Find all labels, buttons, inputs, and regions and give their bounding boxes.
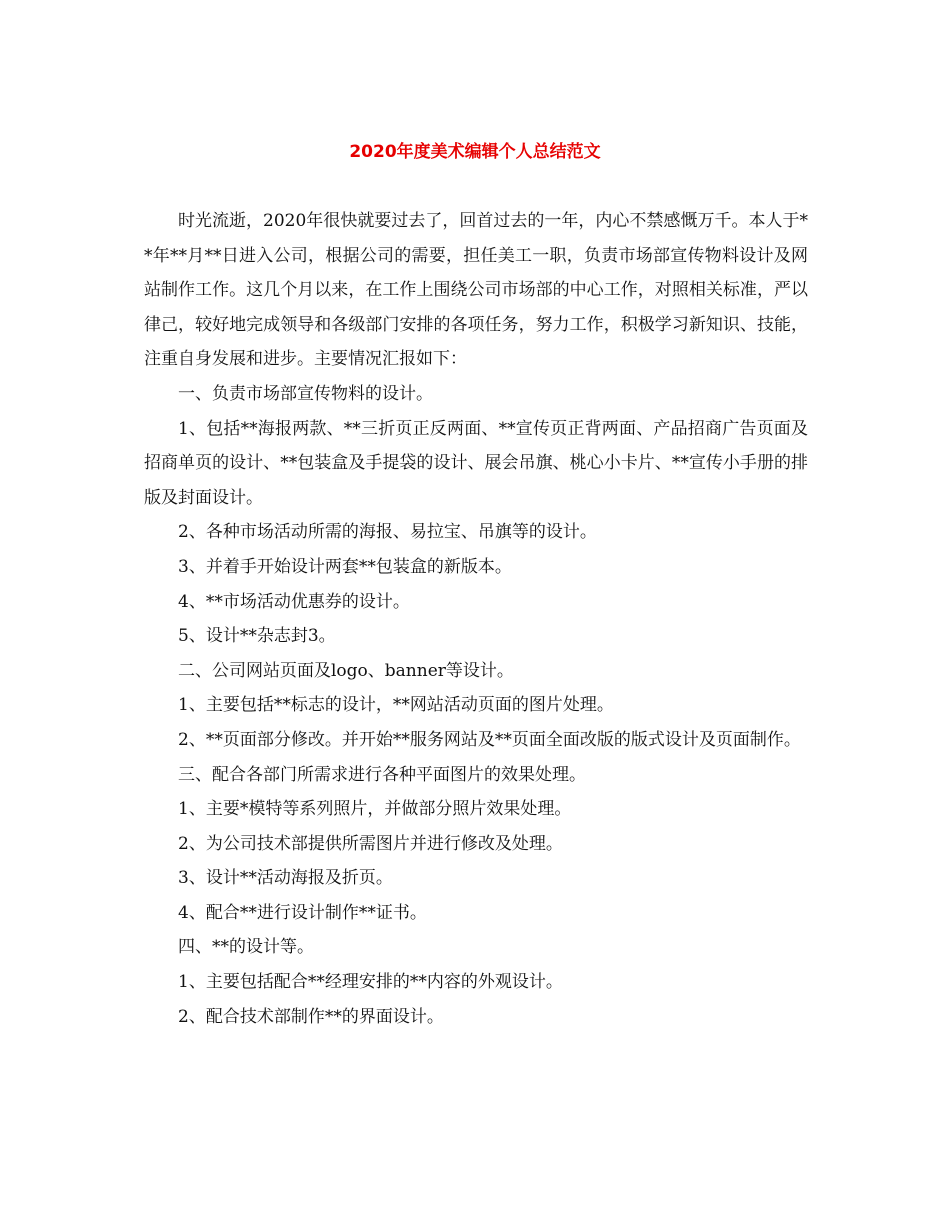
list-item: 2、为公司技术部提供所需图片并进行修改及处理。: [178, 833, 563, 854]
document-body: [144, 204, 808, 1034]
list-item: 1、主要*模特等系列照片，并做部分照片效果处理。: [178, 799, 572, 820]
section-heading-4: 四、**的设计等。: [178, 937, 314, 958]
list-item: 3、设计**活动海报及折页。: [178, 868, 393, 889]
list-item: 2、各种市场活动所需的海报、易拉宝、吊旗等的设计。: [178, 522, 597, 543]
list-item: 2、配合技术部制作**的界面设计。: [178, 1006, 444, 1027]
document-title: 2020年度美术编辑个人总结范文: [349, 142, 601, 162]
list-item: 1、主要包括配合**经理安排的**内容的外观设计。: [178, 972, 563, 993]
section-heading-3: 三、配合各部门所需求进行各种平面图片的效果处理。: [178, 764, 586, 785]
list-item: 5、设计**杂志封3。: [178, 626, 336, 647]
list-item: 3、并着手开始设计两套**包装盒的新版本。: [178, 556, 512, 577]
list-item: 1、主要包括**标志的设计，**网站活动页面的图片处理。: [178, 695, 614, 716]
list-item: 2、**页面部分修改。并开始**服务网站及**页面全面改版的版式设计及页面制作。: [178, 729, 801, 750]
section-heading-2: 二、公司网站页面及logo、banner等设计。: [178, 660, 514, 681]
list-item: 1、包括**海报两款、**三折页正反两面、**宣传页正背两面、产品招商广告页面及招商单页的设计、**包装盒及手提袋的设计、展会吊旗、桃心小卡片、**宣传小手册的排版及封面设计。: [144, 418, 808, 508]
section-heading-1: 一、负责市场部宣传物料的设计。: [178, 383, 433, 404]
list-item: 4、**市场活动优惠券的设计。: [178, 591, 410, 612]
list-item: 4、配合**进行设计制作**证书。: [178, 902, 427, 923]
intro-paragraph: 时光流逝，2020年很快就要过去了，回首过去的一年，内心不禁感慨万千。本人于**年**月**日进入公司，根据公司的需要，担任美工一职，负责市场部宣传物料设计及网站制作工作。这几个月以来，在工作上围绕公司市场部的中心工作，对照相关标准，严以律己，较好地完成领导和各级部门安排的各项任务，努力工作，积极学习新知识、技能，注重自身发展和进步。主要情况汇报如下：: [144, 211, 808, 370]
